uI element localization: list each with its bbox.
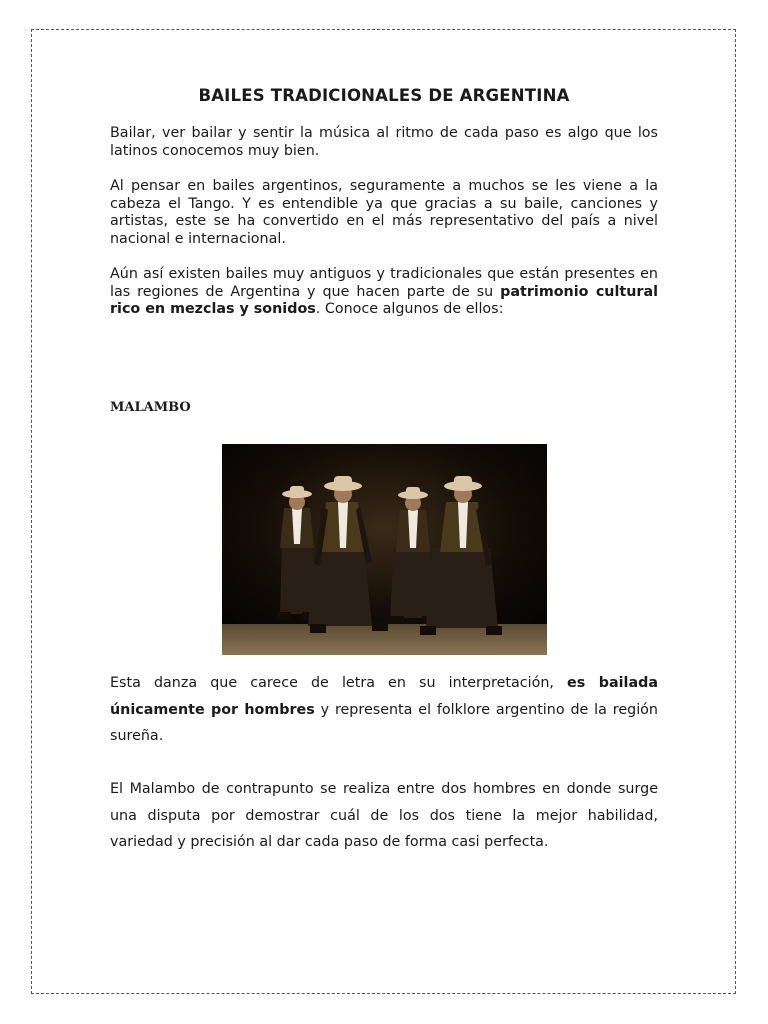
malambo-p1-text-a: Esta danza que carece de letra en su interpretación,: [110, 675, 568, 691]
malambo-paragraph-1: [110, 670, 658, 750]
section-heading-malambo: MALAMBO: [110, 400, 191, 415]
intro-p3-bold: patrimonio cultural rico en mezclas y sonidos: [110, 283, 658, 318]
intro-paragraph-3: [110, 266, 658, 319]
malambo-p1-bold: es bailada únicamente por hombres: [110, 675, 658, 718]
intro-paragraph-1: Bailar, ver bailar y sentir la música al ritmo de cada paso es algo que los latinos conocemos muy bien.: [110, 125, 658, 159]
document-title: BAILES TRADICIONALES DE ARGENTINA: [198, 86, 570, 105]
malambo-paragraph-2: El Malambo de contrapunto se realiza entre dos hombres en donde surge una disputa por demostrar cuál de los dos tiene la mejor habilidad, variedad y precisión al dar cada paso de forma casi perfecta.: [110, 781, 658, 850]
intro-p3-text-b: . Conoce algunos de ellos:: [315, 301, 504, 318]
intro-paragraph-2: Al pensar en bailes argentinos, seguramente a muchos se les viene a la cabeza el Tango. Y es entendible ya que gracias a su baile, canciones y artistas, este se ha convertido en el más representativo del país a nivel nacional e internacional.: [110, 178, 658, 248]
intro-p3-text-a: Aún así existen bailes muy antiguos y tradicionales que están presentes en las regiones de Argentina y que hacen parte de su: [110, 266, 658, 300]
malambo-dancers-photo: [222, 444, 547, 655]
malambo-p1-text-b: y representa el folklore argentino de la región sureña.: [110, 701, 658, 744]
